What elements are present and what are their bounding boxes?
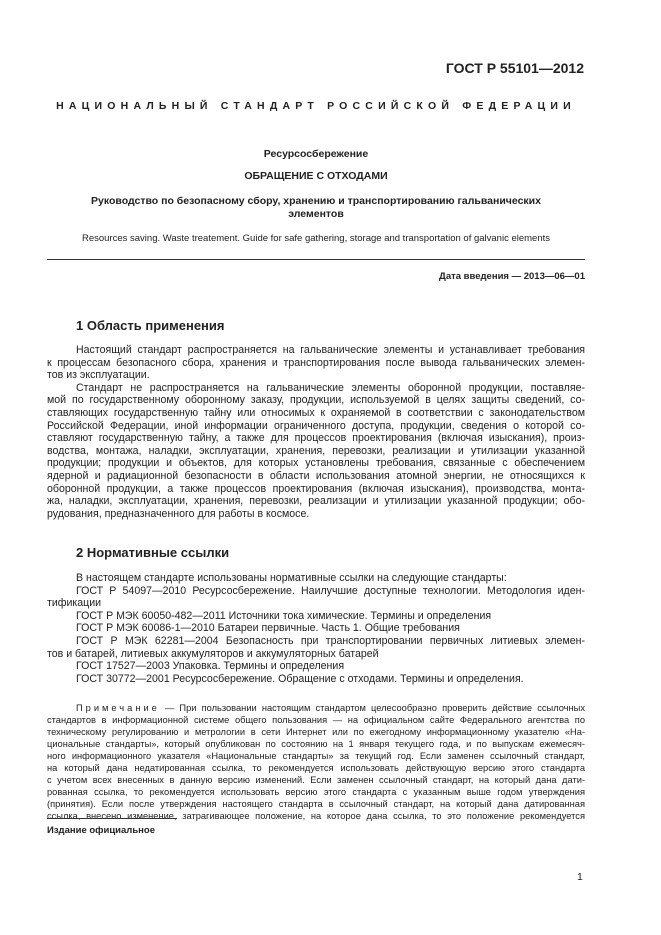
- note-block: [47, 702, 585, 822]
- note-line: на который дана недатированная ссылка, то рекомендуется использовать действующую версию этого стандарта: [47, 763, 585, 773]
- text-line: ГОСТ Р МЭК 60086-1—2010 Батареи первичные. Часть 1. Общие требования: [76, 622, 460, 635]
- text-line: тов из эксплуатации.: [47, 369, 150, 382]
- divider: [47, 259, 585, 260]
- text-line: к процессам безопасного сбора, хранения и транспортирования после вывода гальванических элемен-: [47, 356, 585, 369]
- text-line: водства, монтажа, наладки, эксплуатации, хранения, перевозки, реализации и утилизации указанной: [47, 444, 585, 457]
- section-1-body: [47, 344, 585, 520]
- text-line: ядерной и радиационной безопасности в области использования атомной энергии, не относящихся к: [47, 469, 585, 482]
- standard-code: ГОСТ Р 55101—2012: [445, 60, 584, 76]
- text-line: жа, наладки, эксплуатации, хранения, перевозки, реализации и утилизации указанной продукции; обо-: [47, 495, 585, 508]
- text-line: В настоящем стандарте использованы нормативные ссылки на следующие стандарты:: [76, 572, 507, 584]
- footer-divider: [47, 818, 177, 819]
- text-line: Российской Федерации, иной информации ограниченного доступа, продукции, сведения о которой со-: [47, 419, 585, 432]
- text-line: Настоящий стандарт распространяется на гальванические элементы и устанавливает требования: [76, 344, 585, 356]
- text-line: ГОСТ 17527—2003 Упаковка. Термины и определения: [76, 660, 345, 673]
- section-2-body: [47, 572, 585, 685]
- text-line: тов и батарей, литиевых аккумуляторов и аккумуляторных батарей: [47, 647, 379, 660]
- text-line: продукции; продукции и объектов, для которых установлены требования, связанные с обеспечением: [47, 457, 585, 470]
- text-line: ставляют государственную тайну, а также для процессов проектирования (включая изыскания), произ-: [47, 432, 585, 445]
- text-line: рудования, предназначенного для работы в космосе.: [47, 507, 310, 520]
- national-standard-banner: НАЦИОНАЛЬНЫЙ СТАНДАРТ РОССИЙСКОЙ ФЕДЕРАЦИИ: [56, 100, 576, 112]
- section-1-heading: 1 Область применения: [76, 318, 225, 333]
- note-line: ссылка, внесено изменение, затрагивающее положение, на которое дана ссылка, то это положение рекомендуется: [47, 811, 585, 821]
- note-line: с учетом всех внесенных в данную версию изменений. Если заменен ссылочный стандарт, на который дана дати-: [47, 775, 585, 785]
- text-line: ставляющих государственную тайну или относимых к охраняемой в соответствии с законодательством: [47, 406, 585, 419]
- section-2-heading: 2 Нормативные ссылки: [76, 545, 230, 560]
- note-line: [47, 702, 585, 714]
- note-line: стандартов в информационной системе общего пользования — на официальном сайте Федерального агентства по: [47, 715, 585, 725]
- note-line: циональные стандарты», который опубликован по состоянию на 1 января текущего года, и по выпускам ежемесяч-: [47, 739, 585, 749]
- text-line: ГОСТ Р 54097—2010 Ресурсосбережение. Наилучшие доступные технологии. Методология иден-: [76, 584, 585, 597]
- intro-date: Дата введения — 2013—06—01: [439, 271, 585, 282]
- title-sub-line2: элементов: [288, 208, 344, 220]
- note-line: рованная ссылка, то рекомендуется использовать версию этого стандарта с указанным выше годом утверждения: [47, 787, 585, 797]
- text-line: оборонной продукции, а также процессов проектирования (включая изыскания), производства, монта-: [47, 482, 585, 495]
- note-text: — При пользовании настоящим стандартом целесообразно проверить действие ссылочных: [159, 703, 585, 713]
- page-number: 1: [577, 871, 583, 883]
- title-english: Resources saving. Waste treatement. Guide for safe gathering, storage and transportation of galvanic elements: [81, 233, 551, 244]
- title-sub-line1: Руководство по безопасному сбору, хранению и транспортированию гальванических: [91, 195, 541, 207]
- note-label: Примечание: [76, 703, 160, 713]
- text-line: мой по государственному оборонному заказу, продукции, используемой в целях защиты сведений, со-: [47, 394, 585, 407]
- title-group: Ресурсосбережение: [263, 148, 369, 160]
- text-line: ГОСТ Р МЭК 62281—2004 Безопасность при транспортировании первичных литиевых элемен-: [76, 634, 585, 647]
- note-line: техническому регулированию и метрологии в сети Интернет или по ежегодному информационному указателю «На-: [47, 727, 585, 737]
- text-line: тификации: [47, 597, 102, 610]
- title-main: ОБРАЩЕНИЕ С ОТХОДАМИ: [244, 170, 388, 182]
- note-line: (принятия). Если после утверждения настоящего стандарта в ссылочный стандарт, на который дана датированная: [47, 799, 585, 809]
- text-line: Стандарт не распространяется на гальванические элементы оборонной продукции, поставляе-: [76, 381, 585, 394]
- text-line: ГОСТ 30772—2001 Ресурсосбережение. Обращение с отходами. Термины и определения.: [76, 672, 524, 685]
- text-line: ГОСТ Р МЭК 60050-482—2011 Источники тока химические. Термины и определения: [76, 609, 492, 622]
- official-edition: Издание официальное: [47, 825, 155, 836]
- note-line: ного информационного указателя «Национальные стандарты» за текущий год. Если заменен ссылочный стандарт,: [47, 751, 585, 761]
